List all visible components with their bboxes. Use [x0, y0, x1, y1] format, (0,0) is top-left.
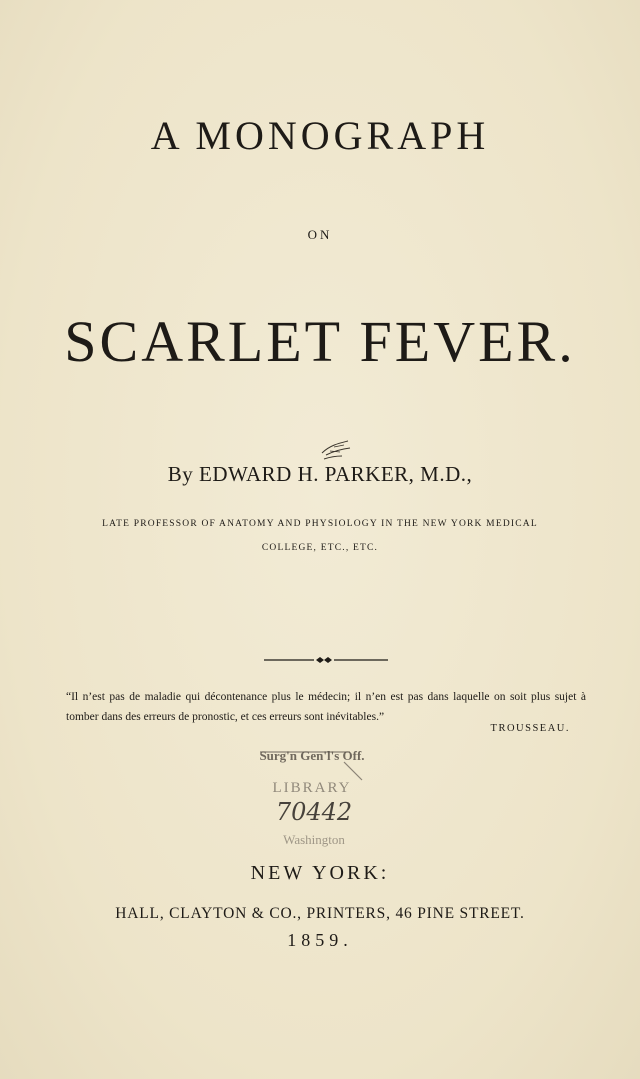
stamp-handwritten-number: 70442 [275, 798, 353, 826]
epigraph-attribution: TROUSSEAU. [490, 723, 570, 734]
imprint-place: NEW YORK: [250, 862, 390, 884]
imprint-year: 1859. [287, 930, 353, 950]
imprint-publisher: HALL, CLAYTON & CO., PRINTERS, 46 PINE STREET. [115, 905, 525, 922]
author-credentials-line-1: LATE PROFESSOR OF ANATOMY AND PHYSIOLOGY IN THE NEW YORK MEDICAL [102, 519, 538, 529]
book-title-main: A MONOGRAPH [150, 113, 490, 158]
stamp-top-text: Surg'n Gen'l's Off. [259, 748, 365, 763]
library-stamp [240, 740, 380, 860]
author-byline: By EDWARD H. PARKER, M.D., [167, 462, 473, 486]
decorative-rule-icon [264, 654, 388, 666]
author-credentials-line-2: COLLEGE, ETC., ETC. [261, 543, 379, 553]
book-title-subject: SCARLET FEVER. [64, 309, 576, 374]
epigraph-text: “Il n’est pas de maladie qui décontenance plus le médecin; il n’en est pas dans laquelle on soit plus sujet à tomber dans des erreurs de pronostic, et ces erreurs sont inévitables.” [66, 691, 586, 723]
stamp-bottom-text: Washington [283, 832, 345, 847]
stamp-middle-text: LIBRARY [272, 780, 352, 796]
ornament-flourish-icon [300, 439, 360, 463]
book-title-connector: ON [307, 227, 333, 242]
